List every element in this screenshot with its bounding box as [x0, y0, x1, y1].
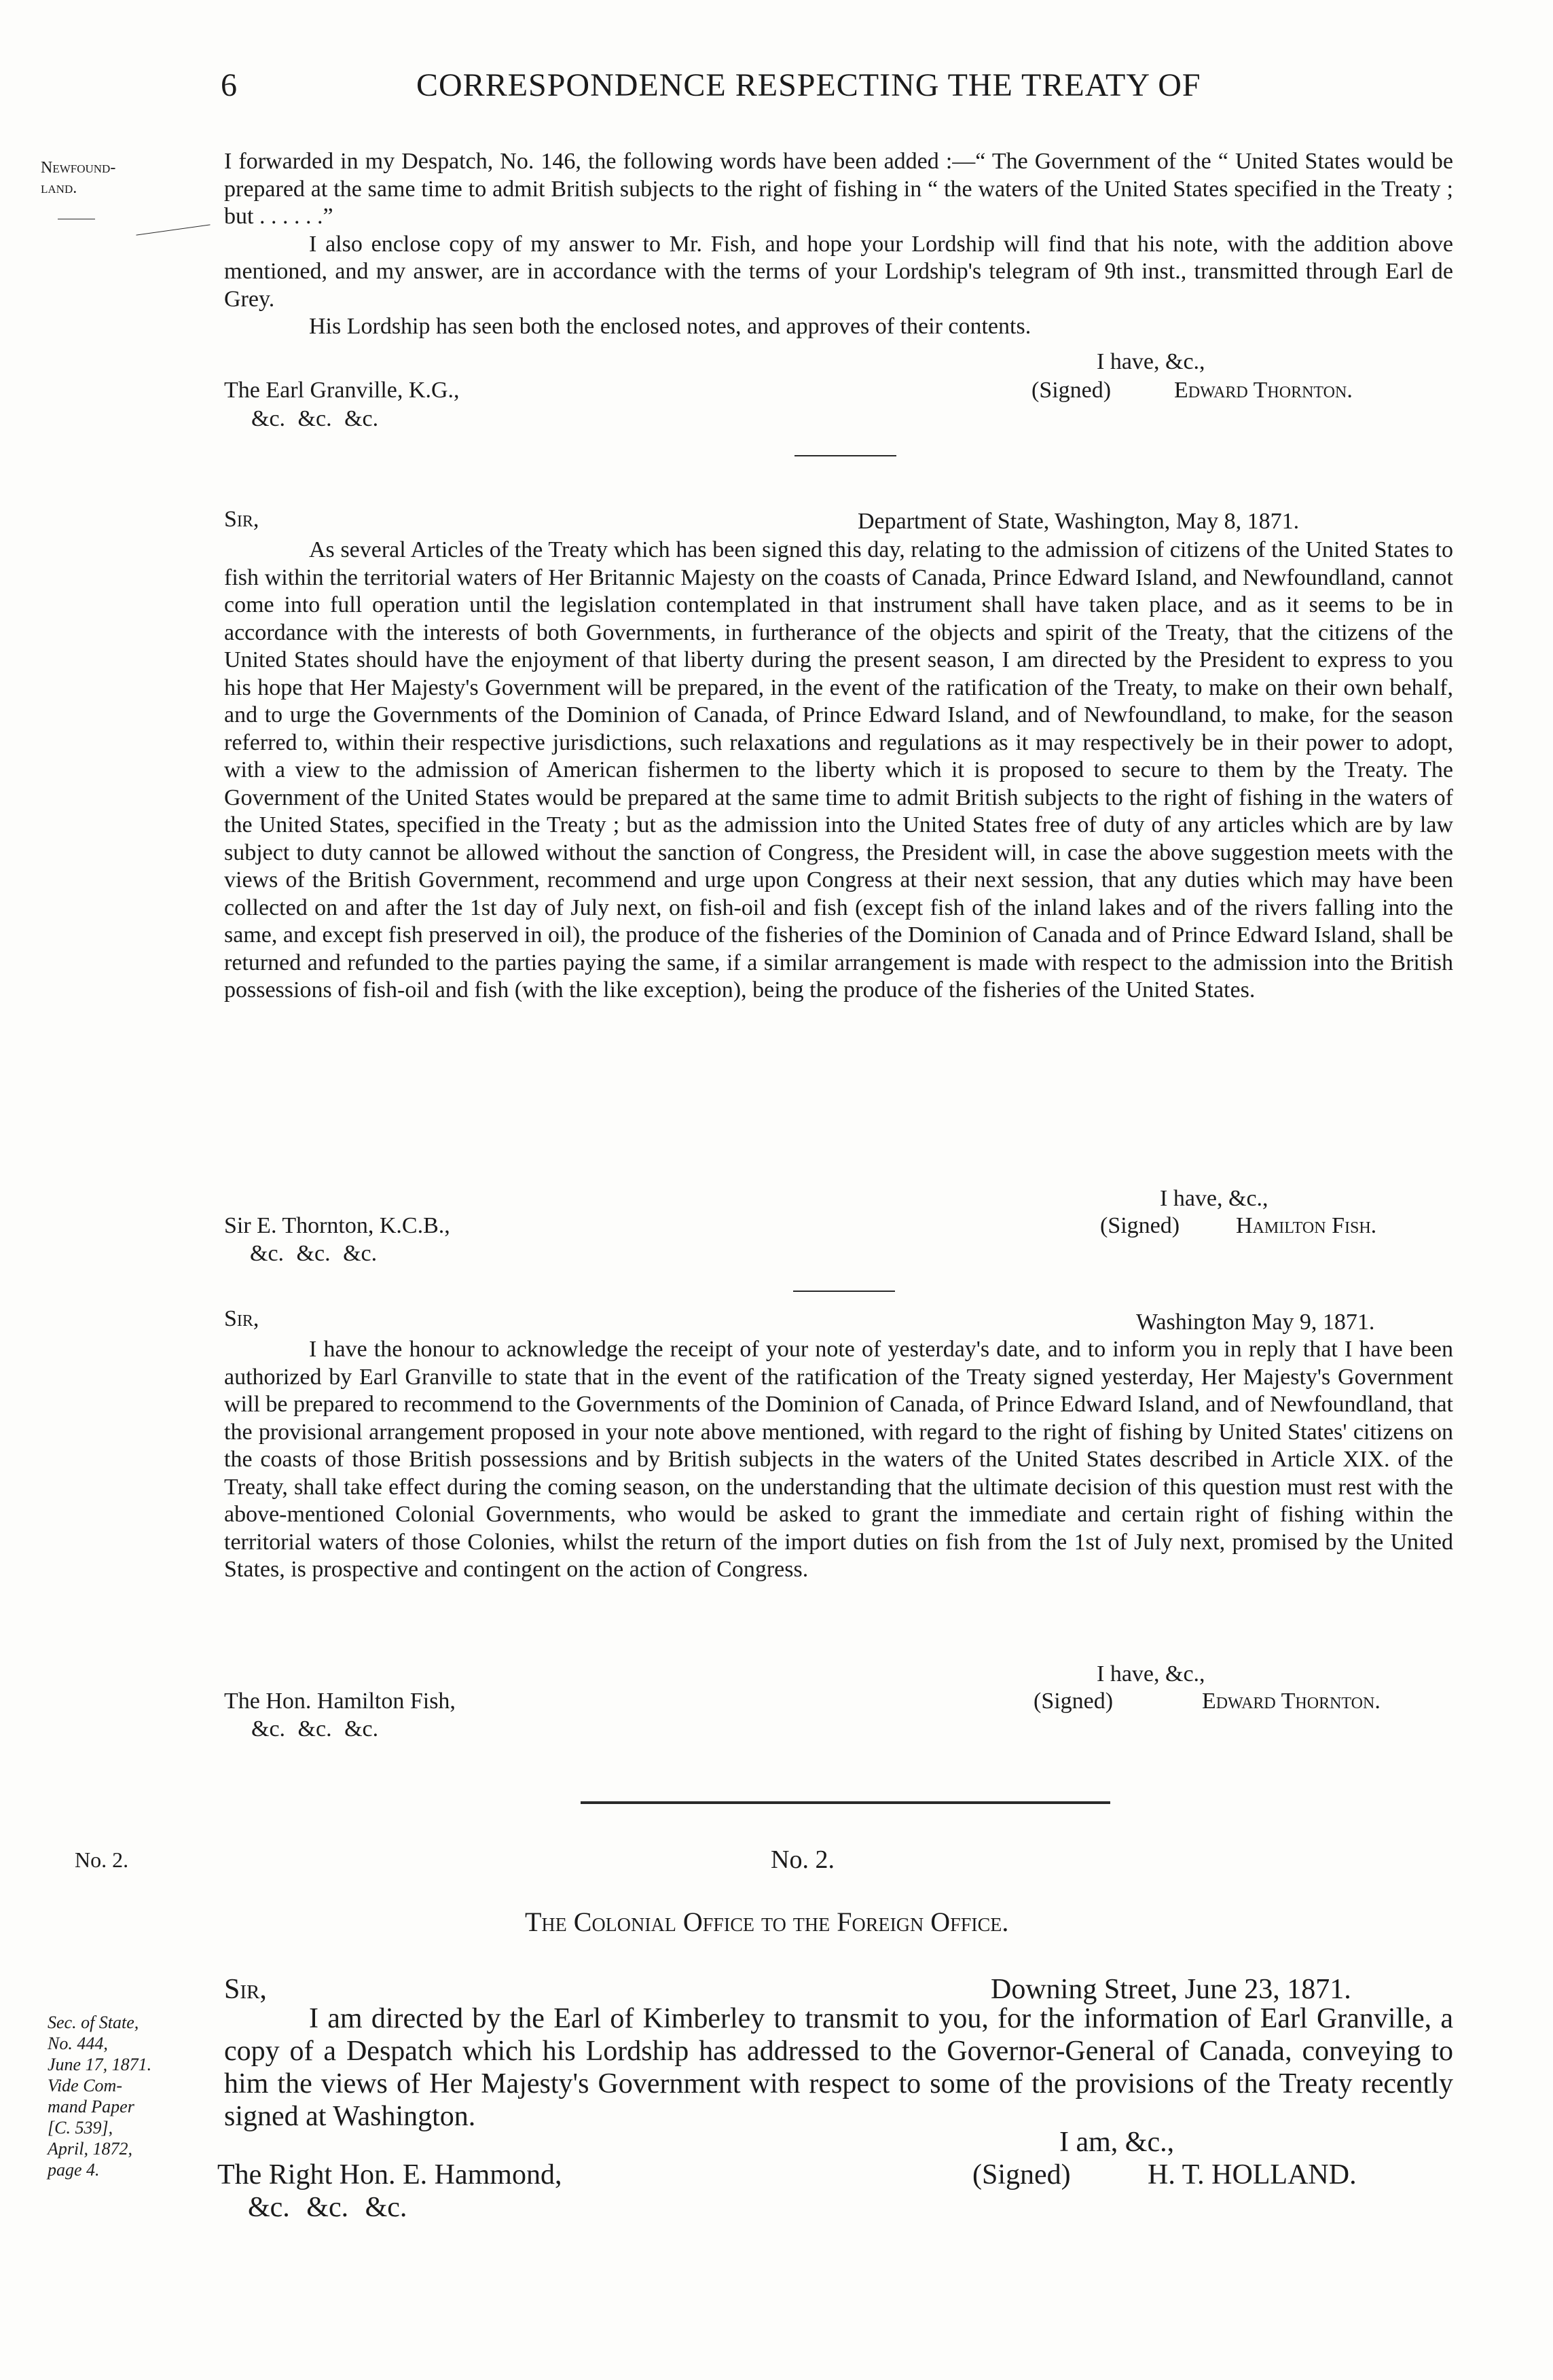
no2-dateline: Downing Street, June 23, 1871.	[991, 1974, 1351, 2005]
no2-signer: H. T. HOLLAND.	[1148, 2159, 1357, 2190]
letter2-signer: Hamilton Fish.	[1236, 1213, 1377, 1238]
letter1-closing: I have, &c.,	[1097, 349, 1205, 374]
sidenote-line: Vide Com-	[48, 2076, 122, 2095]
sidenote-line: page 4.	[48, 2160, 100, 2180]
letter3-salutation: Sir,	[224, 1306, 259, 1331]
no2-number: No. 2.	[771, 1845, 835, 1874]
letter2-paragraph: As several Articles of the Treaty which has been signed this day, relating to the admission of citizens of the United States to fish within the territorial waters of Her Britannic Majesty on the coasts of Canada, Prince Edward Island, and Newfoundland, cannot come into full operation until the legislation contemplated in that instrument shall have taken place, and as it seems to be in accordance with the interests of both Governments, in furtherance of the objects and spirit of the Treaty, that the citizens of the United States should have the enjoyment of that liberty during the present season, I am directed by the President to express to you his hope that Her Majesty's Government will be prepared, in the event of the ratification of the Treaty, to make on their own behalf, and to urge the Governments of the Dominion of Canada, of Prince Edward Island, and of Newfoundland, to make, for the season referred to, within their respective jurisdictions, such relaxations and regulations as it may respectively be in their power to adopt, with a view to the admission of American fishermen to the liberty which it is proposed to secure to them by the Treaty. The Government of the United States would be prepared at the same time to admit British subjects to the right of fishing in the waters of the United States, specified in the Treaty ; but as the admission into the United States free of duty of any articles which are by law subject to duty cannot be allowed without the sanction of Congress, the President will, in case the above suggestion meets with the views of the British Government, recommend and urge upon Congress at their next session, that any duties which may have been collected on and after the 1st day of July next, on fish-oil and fish (except fish of the inland lakes and of the rivers falling into the same, and except fish preserved in oil), the produce of the fisheries of the Dominion of Canada and of Prince Edward Island, shall be returned and refunded to the parties paying the same, if a similar arrangement is made with respect to the admission into the British possessions of fish-oil and fish (with the like exception), being the produce of the fisheries of the United States.	[224, 537, 1453, 1003]
letter2-dateline: Department of State, Washington, May 8, 1871.	[858, 509, 1300, 534]
letter2-closing: I have, &c.,	[1160, 1186, 1268, 1211]
running-title: CORRESPONDENCE RESPECTING THE TREATY OF	[416, 67, 1201, 103]
letter3-addressee: The Hon. Hamilton Fish,	[224, 1689, 456, 1714]
section-divider	[581, 1801, 1110, 1804]
letter1-paragraph3: His Lordship has seen both the enclosed notes, and approves of their contents.	[309, 314, 1031, 339]
no2-closing: I am, &c.,	[1059, 2127, 1175, 2158]
sidenote-line: [C. 539],	[48, 2118, 113, 2138]
sidenote-line: mand Paper	[48, 2097, 134, 2116]
no2-salutation: Sir,	[224, 1974, 267, 2005]
margin-stray-mark	[136, 224, 210, 235]
no2-sidenote	[48, 2012, 217, 2180]
no2-etc: &c. &c. &c.	[248, 2192, 407, 2223]
sidenote-line: Sec. of State,	[48, 2013, 139, 2032]
margin-note-newfoundland: Newfound-land.	[41, 159, 116, 197]
sidenote-line: June 17, 1871.	[48, 2055, 152, 2074]
sidenote-line: No. 444,	[48, 2034, 108, 2053]
letter3-signed: (Signed)	[1034, 1689, 1114, 1714]
letter2-addressee: Sir E. Thornton, K.C.B.,	[224, 1213, 450, 1238]
letter2-signed: (Signed)	[1100, 1213, 1180, 1238]
letter3-signer: Edward Thornton.	[1202, 1689, 1381, 1714]
letter2-salutation: Sir,	[224, 507, 259, 532]
sidenote-line: April, 1872,	[48, 2139, 132, 2159]
letter3-body	[224, 1336, 1453, 1584]
letter2-etc: &c. &c. &c.	[250, 1241, 378, 1266]
no2-signed: (Signed)	[972, 2159, 1071, 2190]
letter1	[224, 148, 1453, 341]
margin-no2: No. 2.	[75, 1847, 129, 1872]
divider	[793, 1291, 895, 1292]
letter1-signer: Edward Thornton.	[1174, 378, 1353, 403]
no2-addressee: The Right Hon. E. Hammond,	[217, 2159, 562, 2190]
letter2-body	[224, 537, 1453, 1005]
letter1-etc: &c. &c. &c.	[251, 406, 379, 431]
divider	[794, 455, 896, 456]
letter3-etc: &c. &c. &c.	[251, 1716, 379, 1742]
no2-heading: The Colonial Office to the Foreign Office.	[525, 1907, 1009, 1937]
letter3-dateline: Washington May 9, 1871.	[1136, 1310, 1375, 1335]
letter3-paragraph: I have the honour to acknowledge the receipt of your note of yesterday's date, and to inform you in reply that I have been authorized by Earl Granville to state that in the event of the ratification of the Treaty signed yesterday, Her Majesty's Government will be prepared to recommend to the Governments of the Dominion of Canada, of Prince Edward Island, and of Newfoundland, that the provisional arrangement proposed in your note above mentioned, with regard to the right of fishing by United States' citizens on the coasts of those British possessions and by British subjects in the waters of the United States described in Article XIX. of the Treaty, shall take effect during the coming season, on the understanding that the ultimate decision of this question must rest with the above-mentioned Colonial Governments, who would be asked to grant the immediate and certain right of fishing within the territorial waters of those Colonies, whilst the return of the import duties on fish from the 1st of July next, promised by the United States, is prospective and contingent on the action of Congress.	[224, 1337, 1453, 1582]
letter1-addressee: The Earl Granville, K.G.,	[224, 378, 460, 403]
letter3-closing: I have, &c.,	[1097, 1661, 1205, 1687]
letter1-paragraph1: I forwarded in my Despatch, No. 146, the following words have been added :—“ The Government of the “ United States would be prepared at the same time to admit British subjects to the right of fishing in “ the waters of the United States specified in the Treaty ; but . . . . . .”	[224, 149, 1453, 229]
no2-paragraph: I am directed by the Earl of Kimberley to transmit to you, for the information of Earl Granville, a copy of a Despatch which his Lordship has addressed to the Governor-General of Canada, conveying to him the views of Her Majesty's Government with respect to some of the provisions of the Treaty recently signed at Washington.	[224, 2003, 1453, 2132]
page-number: 6	[221, 67, 238, 103]
letter1-signed: (Signed)	[1031, 378, 1112, 403]
no2-body	[224, 2002, 1453, 2133]
letter1-paragraph2: I also enclose copy of my answer to Mr. Fish, and hope your Lordship will find that his note, with the addition above mentioned, and my answer, are in accordance with the terms of your Lordship's telegram of 9th inst., transmitted through Earl de Grey.	[224, 231, 1453, 312]
